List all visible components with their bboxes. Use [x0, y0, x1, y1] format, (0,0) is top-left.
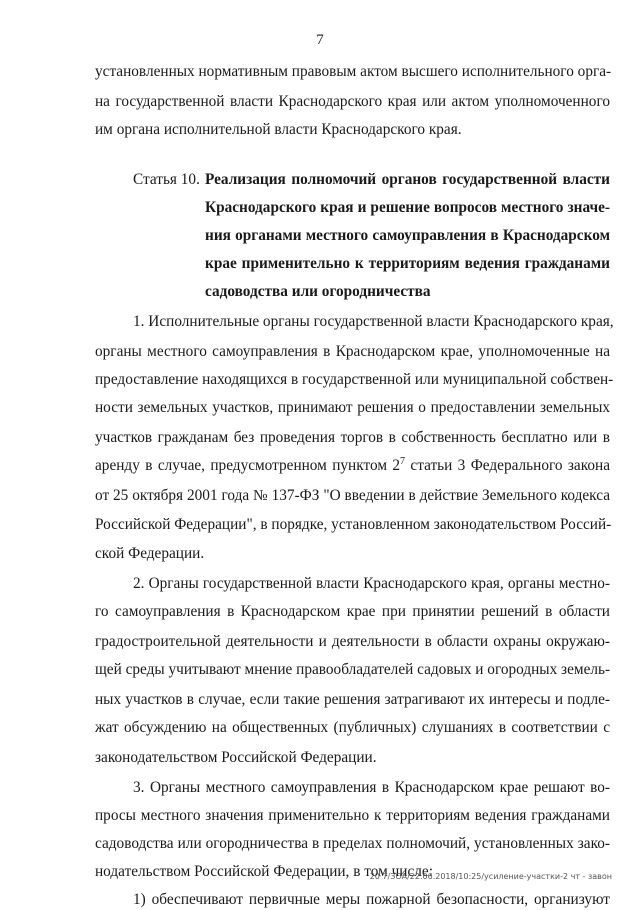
- text-line: просы местного значения применительно к территориям ведения гражданами: [95, 807, 610, 824]
- superscript-reference: 7: [400, 455, 406, 467]
- text-line: предоставление находящихся в государственной или муниципальной собствен-: [95, 371, 614, 388]
- text-line: 2. Органы государственной власти Краснодарского края, органы местно-: [133, 575, 610, 592]
- text-line: законодательством Российской Федерации.: [95, 749, 377, 766]
- text-line: 1. Исполнительные органы государственной власти Краснодарского края,: [133, 313, 614, 330]
- text-line: Российской Федерации", в порядке, установленном законодательством Россий-: [95, 516, 612, 533]
- text-line: органы местного самоуправления в Краснодарском крае, уполномоченные на: [95, 343, 610, 360]
- page-number: 7: [316, 32, 324, 48]
- footer-reference: 20 7/ЗОА/22.06.2018/10:25/усиление-участки-2 чт - завон: [369, 872, 612, 881]
- text-line-with-reference: [95, 456, 610, 476]
- article-title-line: ния органами местного самоуправления в Краснодарском: [205, 227, 610, 244]
- text-line: нодательством Российской Федерации, в том числе:: [95, 863, 433, 880]
- text-line: на государственной власти Краснодарского края или актом уполномоченного: [95, 93, 610, 110]
- text-line: от 25 октября 2001 года № 137-ФЗ "О введении в действие Земельного кодекса: [95, 487, 610, 504]
- text-line: 3. Органы местного самоуправления в Краснодарском крае решают во-: [133, 779, 610, 796]
- text-line: ности земельных участков, принимают решения о предоставлении земельных: [95, 399, 610, 416]
- text-line: им органа исполнительной власти Краснодарского края.: [95, 121, 462, 138]
- text-line: садоводства или огородничества в пределах полномочий, установленных зако-: [95, 835, 610, 852]
- article-title-line: садоводства или огородничества: [205, 283, 431, 300]
- text-line: ных участков в случае, если такие решения затрагивают их интересы и подле-: [95, 691, 610, 708]
- text-line: жат обсуждению на общественных (публичных) слушаниях в соответствии с: [95, 719, 610, 736]
- text-line: ской Федерации.: [95, 545, 205, 562]
- text-fragment: статьи 3 Федерального закона: [405, 457, 610, 474]
- text-line: градостроительной деятельности и деятельности в области охраны окружаю-: [95, 633, 610, 650]
- text-fragment: аренду в случае, предусмотренном пунктом 2: [95, 457, 401, 474]
- article-title-line: крае применительно к территориям ведения гражданами: [205, 255, 610, 272]
- article-title-line: Краснодарского края и решение вопросов местного значе-: [205, 199, 610, 216]
- text-line: установленных нормативным правовым актом высшего исполнительного орга-: [95, 63, 612, 80]
- text-line: го самоуправления в Краснодарском крае при принятии решений в области: [95, 603, 610, 620]
- article-title-line: Реализация полномочий органов государственной власти: [205, 171, 610, 188]
- list-item-1: 1) обеспечивают первичные меры пожарной безопасности, организуют: [133, 891, 610, 908]
- text-line: щей среды учитывают мнение правообладателей садовых и огородных земель-: [95, 661, 611, 678]
- article-label: Статья 10.: [133, 171, 200, 188]
- text-line: участков гражданам без проведения торгов в собственность бесплатно или в: [95, 429, 610, 446]
